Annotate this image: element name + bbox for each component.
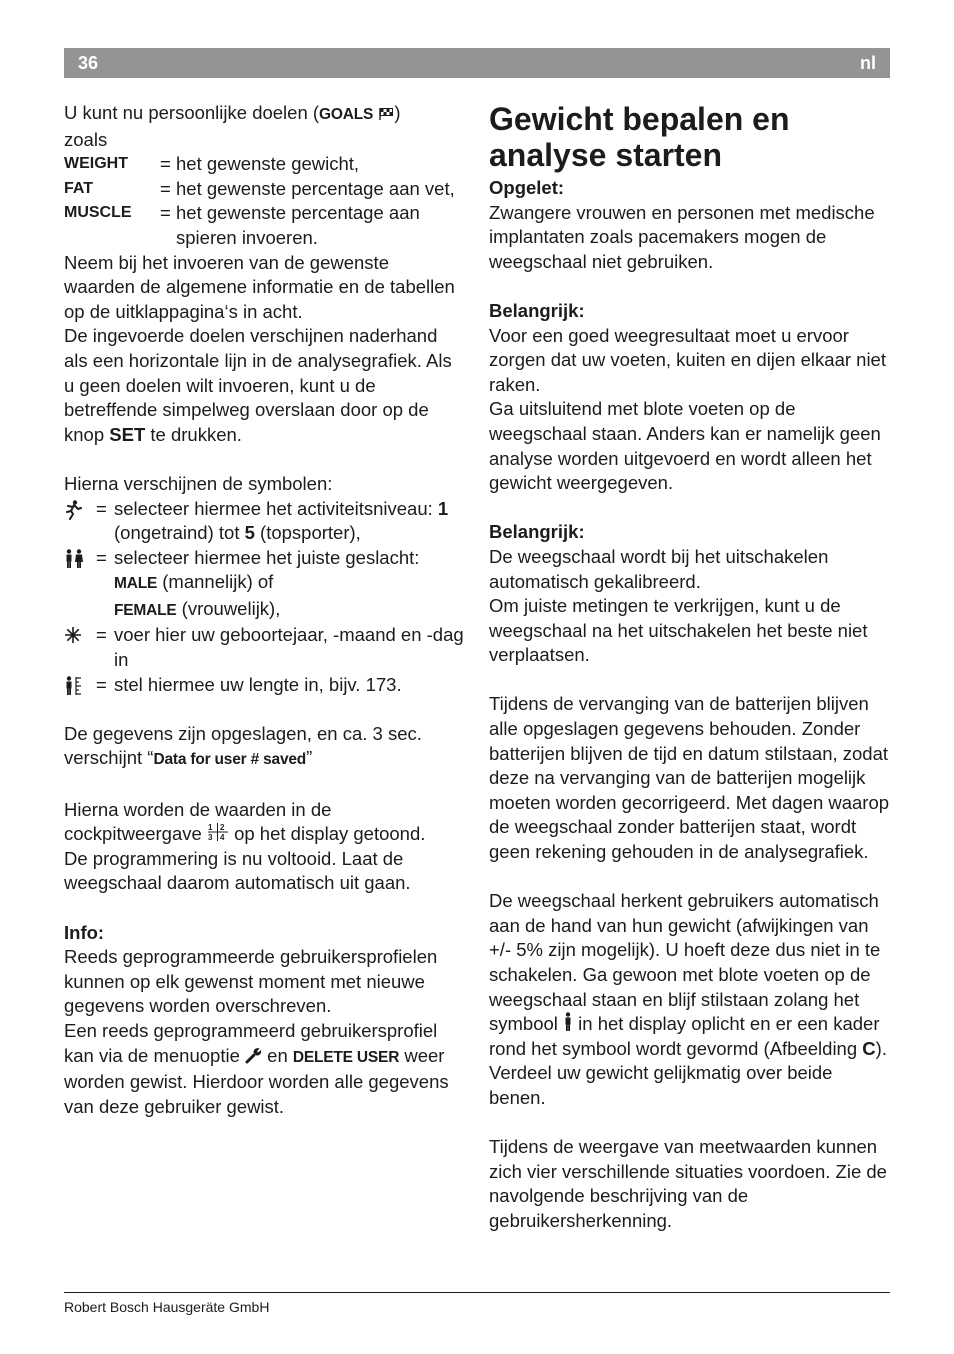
checkered-flag-icon [378, 107, 394, 121]
paragraph-goals-display: De ingevoerde doelen verschijnen naderhand als een horizontale lijn in de analysegrafiek. Als u geen doelen wilt invoeren, kunt u de betreffende simpelweg overslaan door op de knop SET te drukken. [64, 325, 452, 445]
important-label-2: Belangrijk: [489, 521, 585, 543]
important-text-1b: Ga uitsluitend met blote voeten op de weegschaal staan. Anders kan er namelijk geen analyse worden uitgevoerd en wordt alleen het gewicht weergegeven. [489, 398, 881, 494]
definition-fat: FAT = het gewenste percentage aan vet, [64, 177, 464, 202]
paragraph-notes: Neem bij het invoeren van de gewenste waarden de algemene informatie en de tabellen op de uitklappagina‘s in acht. [64, 251, 455, 322]
info-paragraph-1: Reeds geprogrammeerde gebruikersprofielen kunnen op elk gewenst moment met nieuwe gegevens worden overschreven. [64, 946, 438, 1017]
delete-user-label: DELETE USER [292, 1048, 400, 1066]
svg-text:4: 4 [219, 833, 225, 843]
set-button-label: SET [109, 423, 146, 445]
symbol-activity: = selecteer hiermee het activiteitsniveau: 1 (ongetraind) tot 5 (topsporter), [64, 497, 464, 546]
info-label: Info: [64, 921, 105, 943]
symbol-birthdate: = voer hier uw geboortejaar, -maand en -dag in [64, 623, 464, 672]
definition-weight: WEIGHT = het gewenste gewicht, [64, 152, 464, 177]
important-text-1a: Voor een goed weegresultaat moet u ervoor zorgen dat uw voeten, kuiten en dijen elkaar niet raken. [489, 324, 886, 395]
cockpit-paragraph: Hierna worden de waarden in de cockpitweergave 1 2 3 4 op het display getoond. [64, 798, 426, 845]
standing-person-icon [563, 1012, 573, 1032]
svg-text:1: 1 [207, 823, 213, 833]
cockpit-view-icon [207, 822, 229, 842]
page-number: 36 [78, 53, 99, 73]
term-weight: WEIGHT [64, 155, 128, 173]
warning-text: Zwangere vrouwen en personen met medische implantaten zoals pacemakers mogen de weegschaal niet gebruiken. [489, 201, 875, 272]
female-label: FEMALE [114, 601, 177, 619]
goals-intro-continued: zoals [64, 128, 108, 150]
goals-intro: U kunt nu persoonlijke doelen (GOALS ) [64, 102, 401, 123]
section-title: Gewicht bepalen en analyse starten [489, 101, 790, 173]
footer-company: Robert Bosch Hausgeräte GmbH [64, 1299, 270, 1315]
programming-done-paragraph: De programmering is nu voltooid. Laat de weegschaal daarom automatisch uit gaan. [64, 847, 411, 894]
running-person-icon [64, 500, 82, 520]
goals-label: GOALS [319, 106, 374, 123]
footer-divider [64, 1292, 890, 1293]
definition-muscle: MUSCLE = het gewenste percentage aan spieren invoeren. [64, 201, 464, 250]
situations-paragraph: Tijdens de weergave van meetwaarden kunnen zich vier verschillende situaties voordoen. Zie de navolgende beschrijving van de gebruikersherkenning. [489, 1136, 887, 1231]
svg-text:2: 2 [219, 823, 225, 833]
symbols-intro: Hierna verschijnen de symbolen: [64, 472, 333, 494]
term-muscle: MUSCLE [64, 204, 132, 222]
asterisk-icon [64, 626, 82, 644]
figure-reference: C [862, 1037, 876, 1059]
height-measure-icon [64, 676, 84, 696]
saved-display-message: Data for user # saved [153, 751, 307, 769]
language-code: nl [860, 53, 876, 73]
symbol-gender: = selecteer hiermee het juiste geslacht: MALE (mannelijk) of FEMALE (vrouwelijk), [64, 546, 464, 624]
battery-paragraph: Tijdens de vervanging van de batterijen blijven alle opgeslagen gegevens behouden. Zonder batterijen blijven de tijd en datum stilstaan, zodat deze na vervanging van de batterijen mogelijk moeten worden gecorrigeerd. Met dagen waarop de weegschaal zonder batterijen staat, wordt geen rekening gehouden in de analysegrafiek. [489, 693, 890, 863]
page-header [64, 48, 890, 78]
svg-text:3: 3 [207, 833, 213, 843]
male-label: MALE [114, 575, 158, 593]
warning-label: Opgelet: [489, 177, 565, 198]
term-fat: FAT [64, 179, 94, 197]
saved-message-paragraph: De gegevens zijn opgeslagen, en ca. 3 sec. verschijnt “Data for user # saved” [64, 722, 422, 769]
important-label-1: Belangrijk: [489, 299, 585, 321]
important-text-2b: Om juiste metingen te verkrijgen, kunt u de weegschaal na het uitschakelen het beste niet verplaatsen. [489, 595, 868, 666]
gender-icon [64, 549, 84, 569]
right-column [489, 101, 891, 1234]
wrench-icon [245, 1047, 262, 1064]
left-column [64, 101, 464, 1119]
important-text-2a: De weegschaal wordt bij het uitschakelen automatisch gekalibreerd. [489, 545, 829, 592]
info-paragraph-2: Een reeds geprogrammeerd gebruikersprofiel kan via de menuoptie en DELETE USER weer worden gewist. Hierdoor worden alle gegevens van deze gebruiker gewist. [64, 1019, 449, 1117]
symbol-height: = stel hiermee uw lengte in, bijv. 173. [64, 673, 464, 698]
recognition-paragraph: De weegschaal herkent gebruikers automatisch aan de hand van hun gewicht (afwijkingen van +/- 5% zijn mogelijk). U hoeft deze dus niet in te schakelen. Ga gewoon met blote voeten op de weegschaal staan en blijf stilstaan zolang het symbool in het display oplicht en er een kader rond het symbool wordt gevormd (Afbeelding C). Verdeel uw gewicht gelijkmatig over beide benen. [489, 890, 887, 1108]
